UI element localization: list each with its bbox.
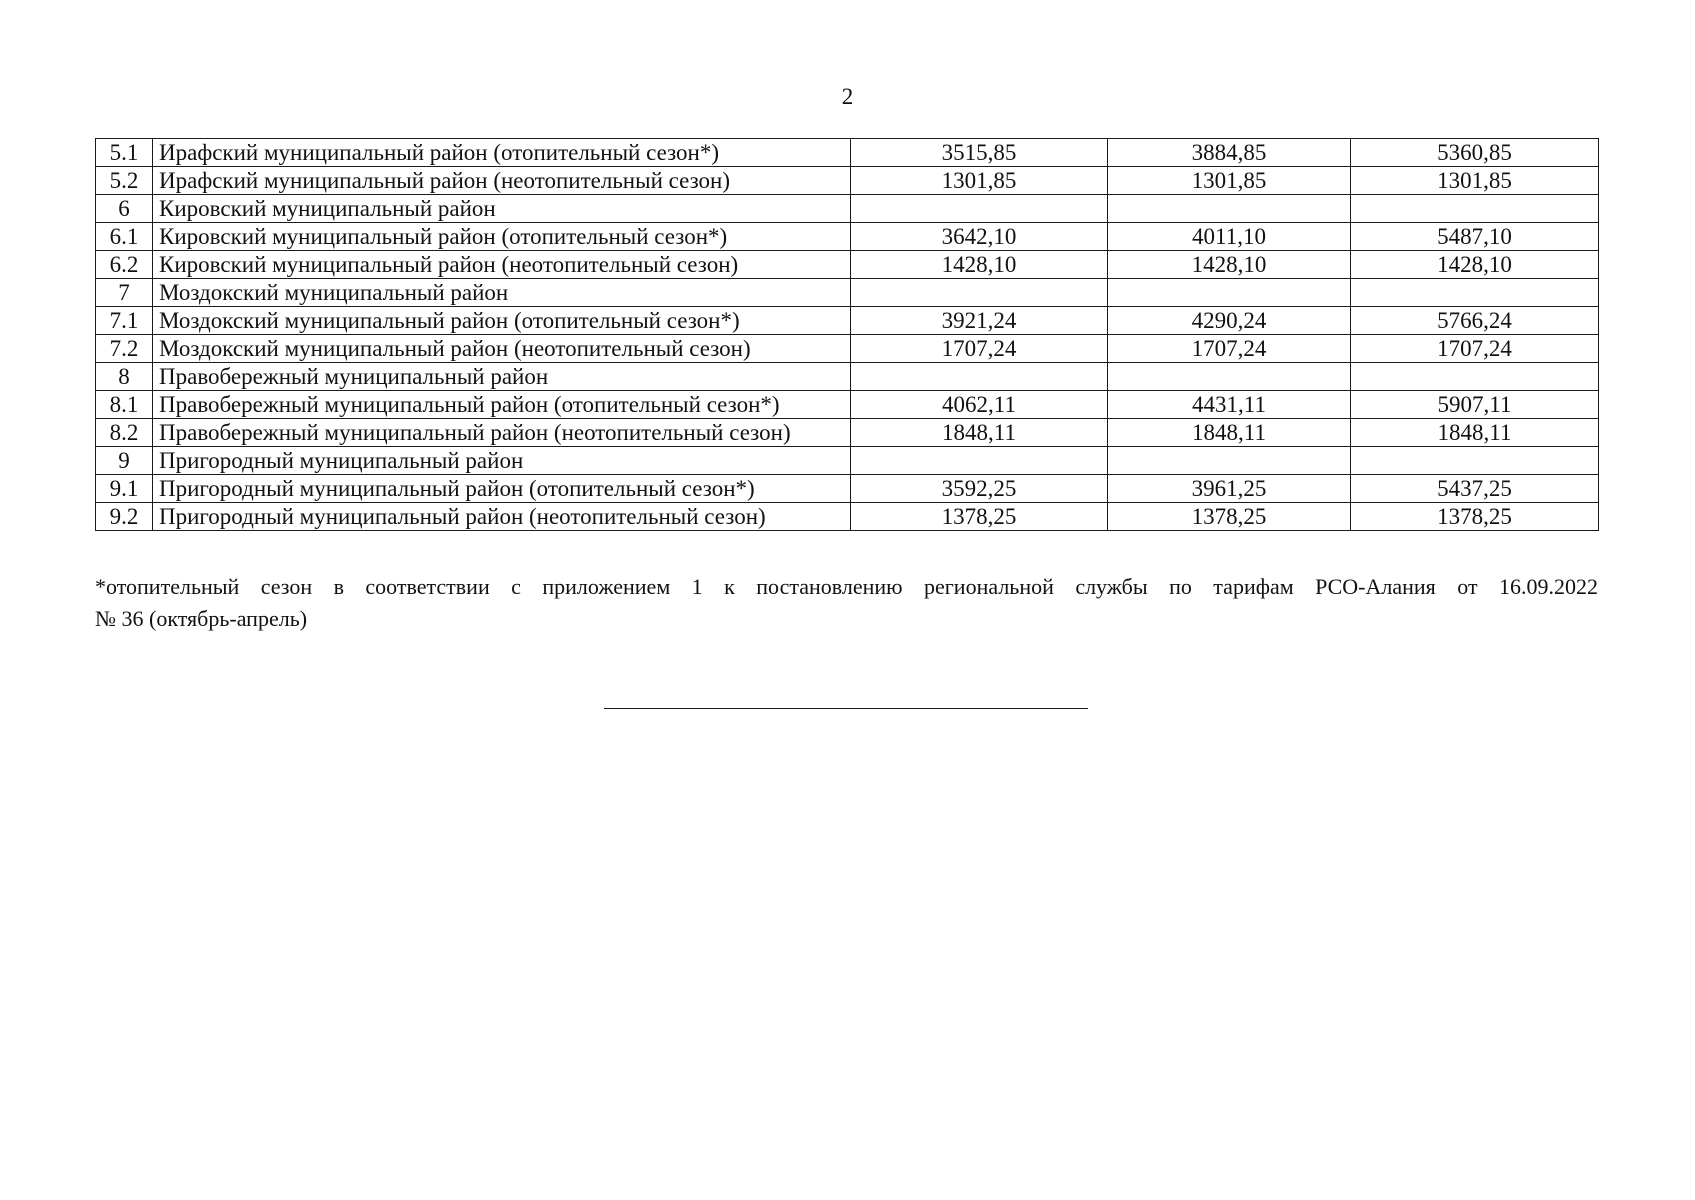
tariff-value-2-cell (1108, 363, 1351, 391)
tariff-value-2-cell: 1428,10 (1108, 251, 1351, 279)
tariff-value-1-cell: 1428,10 (851, 251, 1108, 279)
tariff-value-2-cell: 1848,11 (1108, 419, 1351, 447)
tariff-value-3-cell: 1378,25 (1351, 503, 1599, 531)
tariff-value-2-cell: 1707,24 (1108, 335, 1351, 363)
tariff-value-3-cell: 5360,85 (1351, 139, 1599, 167)
table-row (96, 279, 1599, 307)
tariff-value-3-cell: 5766,24 (1351, 307, 1599, 335)
tariff-value-2-cell (1108, 447, 1351, 475)
district-name-cell: Моздокский муниципальный район (153, 279, 851, 307)
row-number-cell: 9.1 (96, 475, 153, 503)
tariff-value-2-cell (1108, 279, 1351, 307)
tariff-value-3-cell: 1428,10 (1351, 251, 1599, 279)
tariff-value-2-cell: 1301,85 (1108, 167, 1351, 195)
row-number-cell: 9.2 (96, 503, 153, 531)
footnote (95, 571, 1598, 635)
row-number-cell: 5.2 (96, 167, 153, 195)
tariff-value-1-cell: 1848,11 (851, 419, 1108, 447)
district-name-cell: Моздокский муниципальный район (отопительный сезон*) (153, 307, 851, 335)
tariff-value-3-cell (1351, 195, 1599, 223)
table-row (96, 307, 1599, 335)
table-row (96, 503, 1599, 531)
row-number-cell: 8.1 (96, 391, 153, 419)
tariff-value-2-cell: 4290,24 (1108, 307, 1351, 335)
row-number-cell: 7 (96, 279, 153, 307)
tariff-value-3-cell: 1301,85 (1351, 167, 1599, 195)
row-number-cell: 6 (96, 195, 153, 223)
footnote-line-2: № 36 (октябрь-апрель) (95, 606, 308, 631)
row-number-cell: 5.1 (96, 139, 153, 167)
table-row (96, 419, 1599, 447)
row-number-cell: 6.1 (96, 223, 153, 251)
district-name-cell: Ирафский муниципальный район (отопительный сезон*) (153, 139, 851, 167)
tariff-table (95, 138, 1599, 531)
district-name-cell: Кировский муниципальный район (153, 195, 851, 223)
table-row (96, 139, 1599, 167)
tariff-value-1-cell: 3921,24 (851, 307, 1108, 335)
tariff-value-2-cell: 3961,25 (1108, 475, 1351, 503)
tariff-value-1-cell: 1301,85 (851, 167, 1108, 195)
tariff-value-1-cell: 1378,25 (851, 503, 1108, 531)
table-row (96, 195, 1599, 223)
tariff-value-3-cell: 1848,11 (1351, 419, 1599, 447)
table-row (96, 335, 1599, 363)
table-row (96, 167, 1599, 195)
table-row (96, 223, 1599, 251)
district-name-cell: Правобережный муниципальный район (неотопительный сезон) (153, 419, 851, 447)
tariff-value-1-cell: 1707,24 (851, 335, 1108, 363)
table-row (96, 363, 1599, 391)
district-name-cell: Пригородный муниципальный район (153, 447, 851, 475)
table-row (96, 391, 1599, 419)
tariff-value-3-cell: 5487,10 (1351, 223, 1599, 251)
row-number-cell: 9 (96, 447, 153, 475)
district-name-cell: Кировский муниципальный район (неотопительный сезон) (153, 251, 851, 279)
tariff-value-1-cell (851, 447, 1108, 475)
tariff-value-1-cell (851, 195, 1108, 223)
tariff-value-2-cell: 4431,11 (1108, 391, 1351, 419)
row-number-cell: 6.2 (96, 251, 153, 279)
tariff-value-3-cell: 5907,11 (1351, 391, 1599, 419)
district-name-cell: Правобережный муниципальный район (отопительный сезон*) (153, 391, 851, 419)
table-row (96, 475, 1599, 503)
tariff-value-1-cell (851, 279, 1108, 307)
district-name-cell: Пригородный муниципальный район (неотопительный сезон) (153, 503, 851, 531)
row-number-cell: 8 (96, 363, 153, 391)
district-name-cell: Правобережный муниципальный район (153, 363, 851, 391)
page-number: 2 (841, 84, 854, 109)
district-name-cell: Пригородный муниципальный район (отопительный сезон*) (153, 475, 851, 503)
tariff-value-1-cell: 3515,85 (851, 139, 1108, 167)
district-name-cell: Ирафский муниципальный район (неотопительный сезон) (153, 167, 851, 195)
footnote-line-1: *отопительный сезон в соответствии с приложением 1 к постановлению региональной службы по тарифам РСО-Алания от 16.09.2022 (95, 574, 1598, 599)
tariff-value-1-cell: 3642,10 (851, 223, 1108, 251)
tariff-value-3-cell: 1707,24 (1351, 335, 1599, 363)
tariff-value-1-cell: 4062,11 (851, 391, 1108, 419)
tariff-value-1-cell (851, 363, 1108, 391)
district-name-cell: Моздокский муниципальный район (неотопительный сезон) (153, 335, 851, 363)
tariff-value-3-cell: 5437,25 (1351, 475, 1599, 503)
row-number-cell: 7.2 (96, 335, 153, 363)
row-number-cell: 7.1 (96, 307, 153, 335)
table-row (96, 251, 1599, 279)
table-row (96, 447, 1599, 475)
tariff-value-1-cell: 3592,25 (851, 475, 1108, 503)
tariff-value-2-cell: 4011,10 (1108, 223, 1351, 251)
end-of-document-rule (604, 708, 1088, 709)
tariff-value-3-cell (1351, 447, 1599, 475)
row-number-cell: 8.2 (96, 419, 153, 447)
district-name-cell: Кировский муниципальный район (отопительный сезон*) (153, 223, 851, 251)
tariff-value-3-cell (1351, 363, 1599, 391)
tariff-value-3-cell (1351, 279, 1599, 307)
tariff-value-2-cell: 3884,85 (1108, 139, 1351, 167)
table-body (96, 139, 1599, 531)
tariff-value-2-cell: 1378,25 (1108, 503, 1351, 531)
tariff-value-2-cell (1108, 195, 1351, 223)
